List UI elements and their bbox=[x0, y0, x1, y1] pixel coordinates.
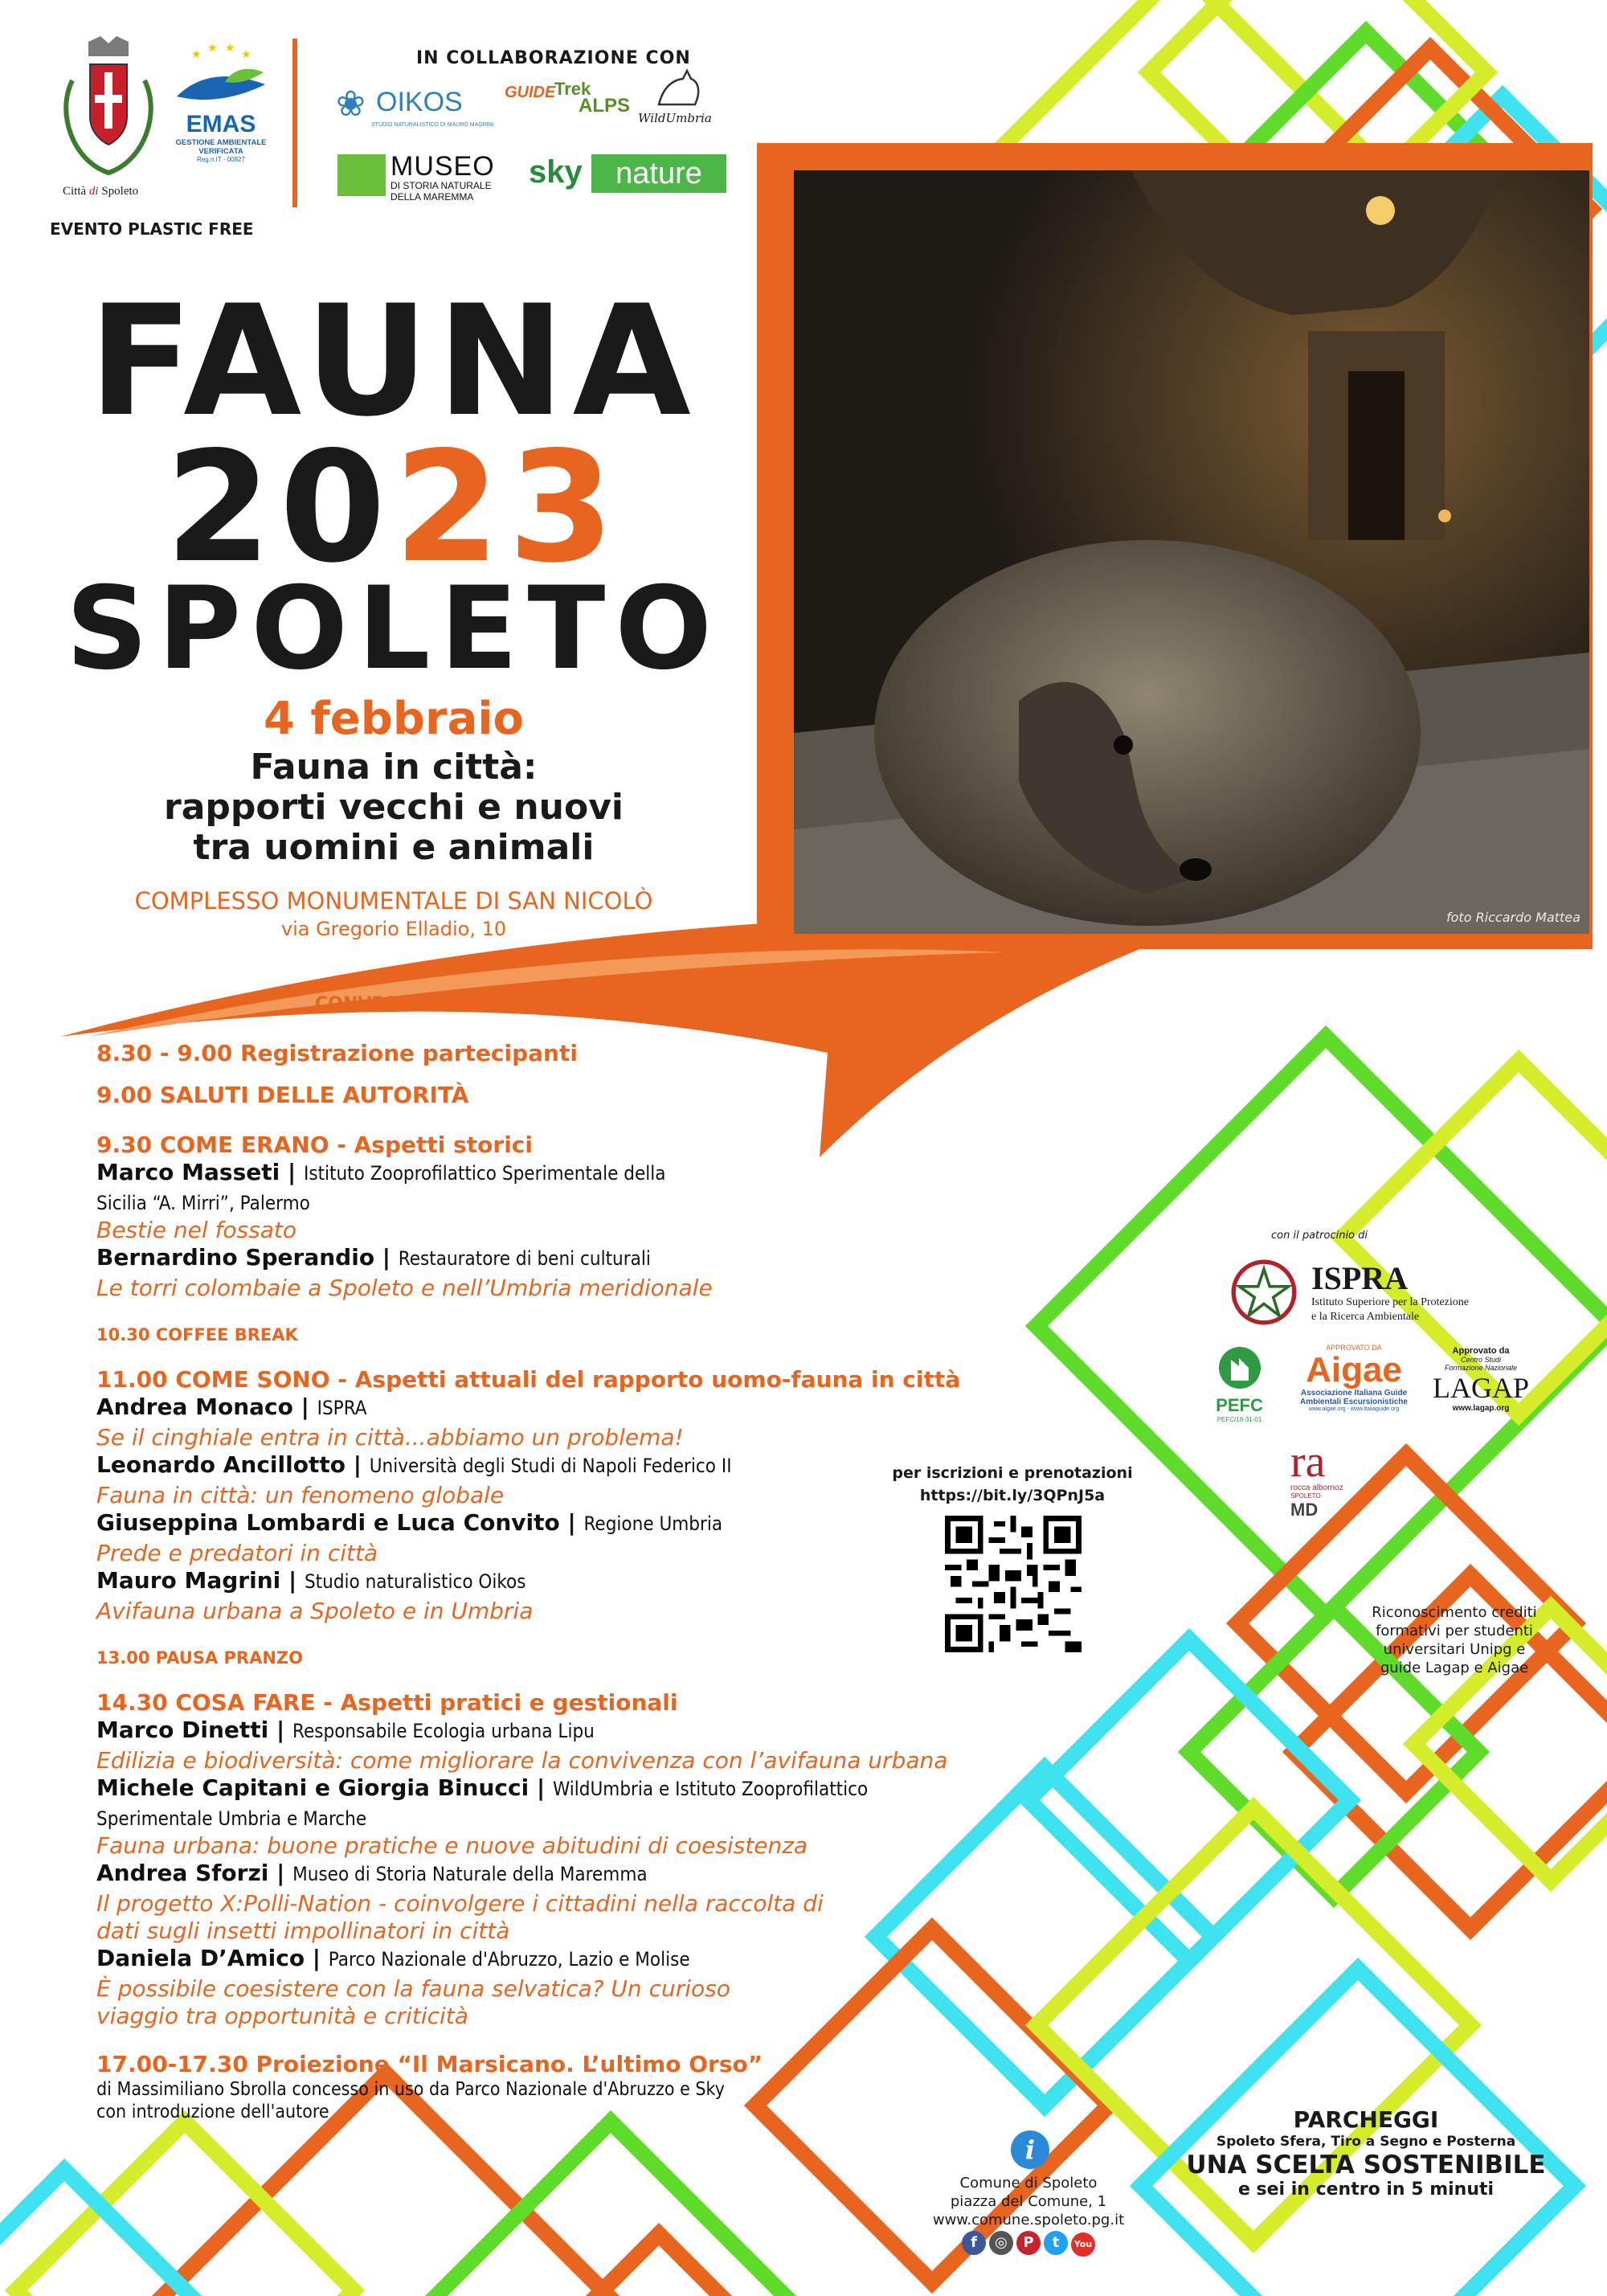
title-year: 2023 bbox=[165, 419, 623, 596]
city-label: Città di Spoleto bbox=[63, 185, 139, 198]
twitter-icon[interactable]: t bbox=[1044, 2231, 1068, 2255]
session-1-title: 9.30 COME ERANO - Aspetti storici bbox=[96, 1132, 534, 1158]
deco-diamond-green4 bbox=[434, 2122, 787, 2296]
city-crest-logo bbox=[48, 32, 169, 181]
oikos-logo: ❀ OIKOS STUDIO NATURALISTICO DI MAURO MAGRINI bbox=[336, 84, 494, 128]
italian-emblem-icon bbox=[1228, 1256, 1300, 1328]
parking-block bbox=[1157, 2107, 1575, 2200]
talk-title-cont: dati sugli insetti impollinatori in città bbox=[96, 1917, 510, 1944]
emas-reg: Reg.n.IT - 00827 bbox=[197, 156, 245, 163]
museo-logo: MUSEO DI STORIA NATURALE DELLA MAREMMA bbox=[337, 151, 546, 199]
talk-title: È possibile coesistere con la fauna selvatica? Un curioso bbox=[96, 1975, 730, 2002]
credits-note: Riconoscimento crediti formativi per studenti universitari Unipg e guide Lagap e Aigae bbox=[1372, 1604, 1537, 1676]
event-date: 4 febbraio bbox=[263, 693, 525, 745]
speaker-item: Giuseppina Lombardi e Luca Convito | Regione Umbria bbox=[96, 1509, 723, 1536]
qr-code[interactable] bbox=[945, 1516, 1082, 1652]
website-link[interactable]: www.comune.spoleto.pg.it bbox=[932, 2212, 1125, 2228]
event-subtitle: Fauna in città: rapporti vecchi e nuovi tra uomini e animali bbox=[164, 747, 624, 868]
wolf-icon bbox=[635, 64, 715, 113]
talk-title: Avifauna urbana a Spoleto e in Umbria bbox=[96, 1598, 534, 1624]
speaker-item: Marco Dinetti | Responsabile Ecologia urbana Lipu bbox=[96, 1717, 595, 1743]
hedgehog-photo bbox=[794, 170, 1589, 934]
screening-desc: di Massimiliano Sbrolla concesso in uso da Parco Nazionale d'Abruzzo e Sky bbox=[96, 2079, 725, 2100]
speaker-item: Daniela D’Amico | Parco Nazionale d'Abruzzo, Lazio e Molise bbox=[96, 1945, 690, 1971]
instagram-icon[interactable]: ◎ bbox=[989, 2231, 1013, 2255]
program-heading: CONVEGNO bbox=[315, 994, 428, 1014]
talk-title: Fauna in città: un fenomeno globale bbox=[96, 1482, 505, 1508]
svg-text:★: ★ bbox=[191, 48, 202, 61]
registration-url[interactable]: https://bit.ly/3QPnJ5a bbox=[919, 1487, 1106, 1504]
lunch-break: 13.00 PAUSA PRANZO bbox=[96, 1648, 304, 1668]
talk-title: Se il cinghiale entra in città...abbiamo un problema! bbox=[96, 1424, 684, 1451]
parking-places: Spoleto Sfera, Tiro a Segno e Posterna bbox=[1216, 2134, 1516, 2150]
venue-name: COMPLESSO MONUMENTALE DI SAN NICOLÒ bbox=[134, 887, 653, 915]
venue-address: via Gregorio Elladio, 10 bbox=[280, 918, 507, 940]
speaker-item: Bernardino Sperandio | Restauratore di beni culturali bbox=[96, 1244, 651, 1271]
talk-title: Bestie nel fossato bbox=[96, 1217, 296, 1243]
lamp-light bbox=[1366, 196, 1395, 225]
tree-icon bbox=[1212, 1344, 1268, 1392]
speaker-item: Andrea Monaco | ISPRA bbox=[96, 1394, 367, 1420]
session-3-title: 14.30 COSA FARE - Aspetti pratici e gestionali bbox=[96, 1689, 678, 1716]
registration-item: 8.30 - 9.00 Registrazione partecipanti bbox=[96, 1040, 578, 1066]
svg-text:★: ★ bbox=[241, 48, 251, 61]
talk-title: Fauna urbana: buone pratiche e nuove abitudini di coesistenza bbox=[96, 1832, 808, 1859]
photo-credit: foto Riccardo Mattea bbox=[1446, 910, 1580, 925]
museo-mark bbox=[337, 154, 386, 196]
header-divider bbox=[292, 39, 297, 207]
screening-desc-2: con introduzione dell'autore bbox=[96, 2102, 329, 2122]
parking-note: e sei in centro in 5 minuti bbox=[1237, 2179, 1495, 2200]
pinterest-icon[interactable]: P bbox=[1016, 2231, 1041, 2255]
parking-slogan: UNA SCELTA SOSTENIBILE bbox=[1186, 2151, 1546, 2179]
sky-nature-logo: sky nature bbox=[529, 151, 730, 198]
crown-icon bbox=[88, 36, 129, 56]
emas-subtitle: GESTIONE AMBIENTALE VERIFICATA bbox=[175, 138, 267, 156]
talk-title: Edilizia e biodiversità: come migliorare la convivenza con l’avifauna urbana bbox=[96, 1747, 948, 1774]
emas-title: EMAS bbox=[186, 111, 256, 137]
svg-text:★: ★ bbox=[207, 42, 218, 55]
wildumbria-logo: WildUmbria bbox=[635, 64, 715, 137]
talk-title: Le torri colombaie a Spoleto e nell’Umbria meridionale bbox=[96, 1275, 713, 1301]
rocca-albornoz-logo: ra rocca albornoz SPOLETO MD bbox=[1290, 1437, 1343, 1520]
aigae-logo: APPROVATO DA Aigae Associazione Italiana Guide Ambientali Escursionistiche www.aigae.org - www.italiaguide.org bbox=[1300, 1344, 1408, 1412]
program-list bbox=[96, 1040, 996, 2123]
speaker-item: Mauro Magrini | Studio naturalistico Oikos bbox=[96, 1567, 526, 1594]
patronage-label: con il patrocinio di bbox=[1271, 1230, 1368, 1242]
social-icons bbox=[900, 2231, 1157, 2257]
registration-text: per iscrizioni e prenotazioni bbox=[892, 1464, 1133, 1482]
speaker-item: Leonardo Ancillotto | Università degli Studi di Napoli Federico II bbox=[96, 1451, 732, 1478]
session-2-title: 11.00 COME SONO - Aspetti attuali del rapporto uomo-fauna in città bbox=[96, 1366, 961, 1393]
paw-icon: ❀ bbox=[336, 84, 366, 125]
title-fauna: FAUNA bbox=[88, 272, 699, 450]
speaker-item: Marco Masseti | Istituto Zooprofilattico Sperimentale della bbox=[96, 1159, 666, 1185]
guide-trek-alps-logo: GUIDE Trek ALPS bbox=[505, 79, 631, 117]
parking-title: PARCHEGGI bbox=[1293, 2106, 1439, 2133]
speaker-affiliation: Sperimentale Umbria e Marche bbox=[96, 1807, 367, 1830]
svg-text:★: ★ bbox=[225, 42, 235, 55]
title-spoleto: SPOLETO bbox=[65, 563, 722, 695]
info-icon: i bbox=[1011, 2130, 1049, 2169]
coffee-break: 10.30 COFFEE BREAK bbox=[96, 1325, 298, 1344]
speaker-item: Michele Capitani e Giorgia Binucci | WildUmbria e Istituto Zooprofilattico bbox=[96, 1774, 869, 1801]
talk-title-cont: viaggio tra opportunità e criticità bbox=[96, 2003, 468, 2029]
screening-title: 17.00-17.30 Proiezione “Il Marsicano. L’ultimo Orso” bbox=[96, 2051, 763, 2077]
talk-title: Il progetto X:Polli-Nation - coinvolgere i cittadini nella raccolta di bbox=[96, 1890, 824, 1917]
collab-title: IN COLLABORAZIONE CON bbox=[416, 48, 691, 68]
talk-title: Prede e predatori in città bbox=[96, 1540, 378, 1566]
plastic-free-label: EVENTO PLASTIC FREE bbox=[50, 219, 254, 239]
ispra-logo: ISPRA Istituto Superiore per la Protezione e la Ricerca Ambientale bbox=[1228, 1256, 1597, 1328]
greetings-item: 9.00 SALUTI DELLE AUTORITÀ bbox=[96, 1082, 469, 1108]
youtube-icon[interactable]: You bbox=[1071, 2233, 1095, 2257]
facebook-icon[interactable]: f bbox=[962, 2231, 986, 2255]
lagap-logo: Approvato da Centro Studi Formazione Nazionale LAGAP www.lagap.org bbox=[1432, 1346, 1529, 1413]
speaker-affiliation: Sicilia “A. Mirri”, Palermo bbox=[96, 1192, 310, 1214]
pefc-logo: PEFC PEFC/18-31-01 bbox=[1197, 1344, 1282, 1432]
emas-logo bbox=[169, 40, 273, 177]
info-block: Comune di Spoleto piazza del Comune, 1 www.comune.spoleto.pg.it f ◎ P t You bbox=[900, 2174, 1157, 2257]
speaker-item: Andrea Sforzi | Museo di Storia Naturale della Maremma bbox=[96, 1860, 648, 1886]
